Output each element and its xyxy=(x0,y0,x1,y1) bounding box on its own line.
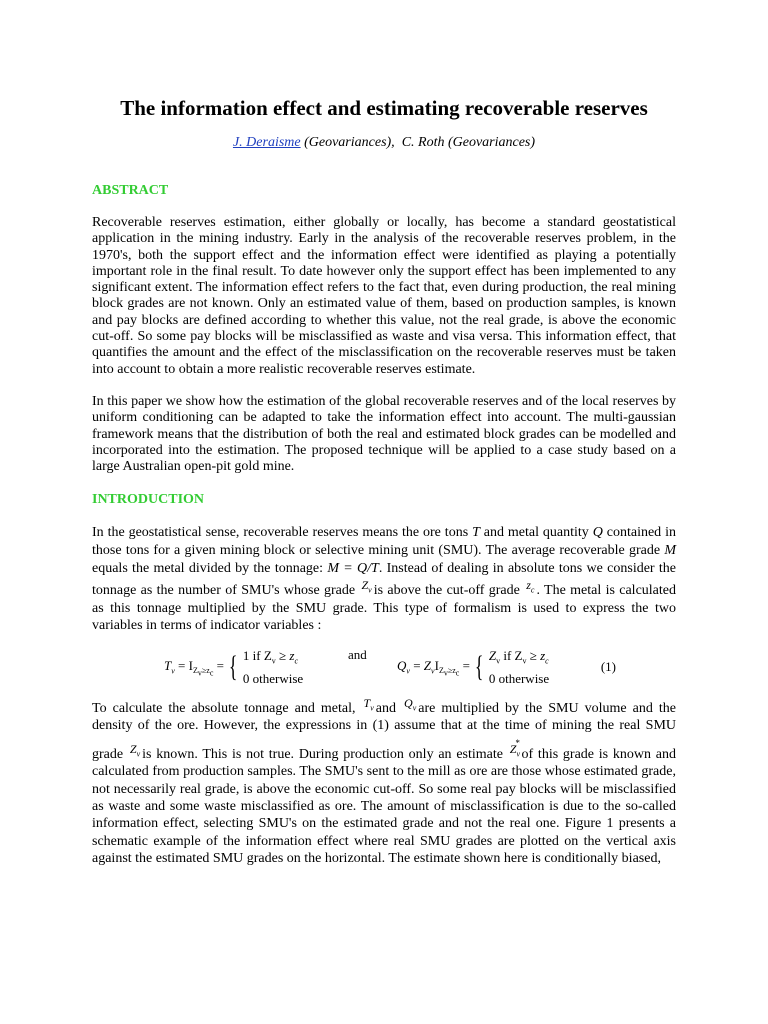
symbol-tv: $T_v$ xyxy=(363,696,374,713)
symbol-zv-estimate: $Z_v^*$ xyxy=(509,737,520,759)
equation-number: (1) xyxy=(600,659,616,675)
equation-tonnage: $T_v = I_{Z_v\ge z_c}$ = { 1 if $Z_v \ge z_c$ 0 otherwise xyxy=(164,648,304,686)
equation-metal: $Q_v = Z_vI_{Z_v\ge z_c}$ = { $Z_v$ if $Z_v \ge z_c$ 0 otherwise xyxy=(397,648,550,686)
intro-paragraph-2: To calculate the absolute tonnage and metal, $T_v$ and $Q_v$ are multiplied by the SMU volume and the density of the ore. However, the expressions in (1) assume that at the time of mining the real SMU grade $Z_v$ is known. This is not true. During production only an estimate $Z_v^*of$ this grade is known and calculated from production samples. The SMU's sent to the mill as ore are those whose estimated grade, not necessarily real grade, is above the economic cut-off. So some real pay blocks will be misclassified as waste and some waste misclassified as ore. The amount of misclassification is due to the so-called information effect, selecting SMU's on the estimated grade and not the real one. Figure 1 presents a schematic example of the information effect where real SMU grades are plotted on the vertical axis against the estimated SMU grades on the horizontal. The estimate shown here is conditionally biased, xyxy=(92,696,677,867)
author2: C. Roth (Geovariances) xyxy=(401,135,536,150)
abstract-heading: ABSTRACT xyxy=(92,183,169,198)
symbol-zc: $z_c$ xyxy=(526,578,535,595)
introduction-heading: INTRODUCTION xyxy=(92,492,205,508)
equation-1 xyxy=(92,635,676,686)
paper-page xyxy=(92,96,676,868)
paper-title: The information effect and estimating recoverable reserves xyxy=(120,96,648,120)
symbol-zv-real: $Z_v$ xyxy=(129,741,141,759)
equation-and: and xyxy=(348,647,367,663)
author1-affiliation: (Geovariances), xyxy=(304,135,395,150)
abstract-paragraph-2: In this paper we show how the estimation of the global recoverable reserves and of the local reserves by uniform conditioning can be adapted to take the information effect into account. The multi-gaussian framework means that the distribution of both the real and estimated block grades can be modelled and incorporated into the estimation. The proposed technique will be applied to a case study based on a large Australian open-pit gold mine. xyxy=(92,393,676,475)
symbol-qv: $Q_v$ xyxy=(404,696,417,713)
abstract-paragraph-1: Recoverable reserves estimation, either globally or locally, has become a standard geostatistical application in the mining industry. Early in the analysis of the recoverable reserves problem, in the 1970's, both the support effect and the information effect were identified as playing a potentially important role in the final result. To date however only the support effect has been implemented to any significant extent. The information effect refers to the fact that, even during production, the real mining block grades are not known. Only an estimated value of them, based on production samples, is known and pay blocks are defined according to whether this value, not the real grade, is above the economic cut-off. So some pay blocks will be misclassified as waste and visa versa. This information effect, that quantifies the amount and the effect of the misclassification on the recoverable reserves must be taken into account to obtain a more realistic recoverable reserves estimate. xyxy=(92,215,676,377)
author-line xyxy=(92,134,676,151)
symbol-zv: $Z_v$ xyxy=(361,578,372,595)
intro-paragraph-1: In the geostatistical sense, recoverable reserves means the ore tons T and metal quantity Q contained in those tons for a given mining block or selective mining unit (SMU). The average recoverable grade M equals the metal divided by the tonnage: M = Q/T. Instead of dealing in absolute tons we consider the tonnage as the number of SMU's whose grade $Z_v$ is above the cut-off grade $z_c$ . The metal is calculated as this tonnage multiplied by the SMU grade. This type of formalism is used to express the two variables in terms of indicator variables : xyxy=(92,525,676,634)
author-link-deraisme[interactable]: J. Deraisme xyxy=(232,135,301,150)
